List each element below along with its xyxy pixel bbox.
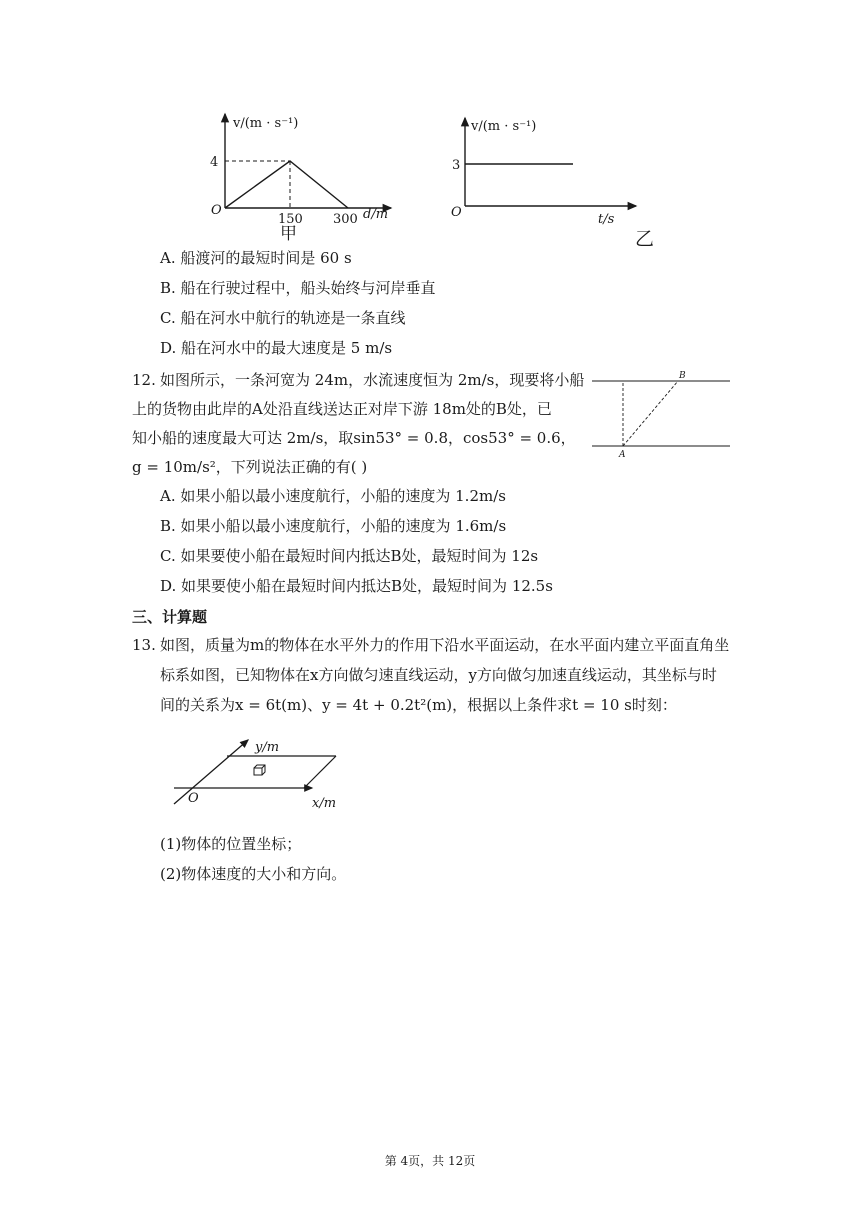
q13-number: 13. [132,636,156,654]
x-axis-label: x/m [312,796,337,811]
q12-option-b: B. 如果小船以最小速度航行，小船的速度为 1.6m/s [160,517,507,535]
q12-number: 12. [132,371,156,389]
q11-option-c: C. 船在河水中航行的轨迹是一条直线 [160,309,406,327]
q13-stem-line-1: 如图，质量为m的物体在水平外力的作用下沿水平面运动，在水平面内建立平面直角坐 [160,636,730,654]
q11-option-d: D. 船在河水中的最大速度是 5 m/s [160,339,393,357]
q11-option-b: B. 船在行驶过程中，船头始终与河岸垂直 [160,279,436,297]
q13-sub-2: (2)物体速度的大小和方向。 [160,865,347,883]
origin-label: O [188,791,199,806]
q12-stem-line-1: 如图所示，一条河宽为 24m，水流速度恒为 2m/s，现要将小船 [160,371,585,389]
x-axis-label: d/m [363,207,389,222]
velocity-line [225,161,348,208]
y-axis-label: v/(m · s⁻¹) [471,119,537,134]
q13-coordinate-figure [170,732,370,816]
q12-option-a: A. 如果小船以最小速度航行，小船的速度为 1.2m/s [160,487,506,505]
x-tick-150: 150 [278,212,303,227]
q12-option-c: C. 如果要使小船在最短时间内抵达B处，最短时间为 12s [160,547,539,565]
page-footer: 第 4页，共 12页 [384,1154,476,1168]
path-dash [623,381,678,446]
q12-stem-line-4: g = 10m/s²，下列说法正确的有( ) [132,458,368,476]
label-a: A [619,450,626,460]
origin-label: O [211,203,222,218]
y-axis-label: v/(m · s⁻¹) [233,116,299,131]
q12-stem-line-3: 知小船的速度最大可达 2m/s，取sin53° = 0.8，cos53° = 0.6， [132,429,576,447]
caption-yi: 乙 [635,228,655,248]
q13-stem-line-3: 间的关系为x = 6t(m)、y = 4t + 0.2t²(m)，根据以上条件求t = 10 s时刻： [160,696,677,714]
graph-jia [195,108,425,248]
label-b: B [679,371,686,381]
q13-stem-line-2: 标系如图，已知物体在x方向做匀速直线运动，y方向做匀加速直线运动，其坐标与时 [160,666,717,684]
y-tick-4: 4 [210,155,219,170]
section-title: 三、计算题 [132,608,208,626]
origin-label: O [451,205,462,220]
y-axis [174,740,248,804]
q11-option-a: A. 船渡河的最短时间是 60 s [160,249,352,267]
graph-yi [440,108,670,248]
q12-river-figure [590,366,735,460]
x-axis-label: t/s [598,212,615,227]
caption-jia: 甲 [280,224,297,244]
y-axis-label: y/m [255,740,280,755]
block-icon [254,765,265,775]
plane-right-edge [304,756,336,788]
q13-sub-1: (1)物体的位置坐标； [160,835,302,853]
q12-stem-line-2: 上的货物由此岸的A处沿直线送达正对岸下游 18m处的B处，已 [132,400,552,418]
x-tick-300: 300 [333,212,358,227]
y-tick-3: 3 [452,158,461,173]
q12-option-d: D. 如果要使小船在最短时间内抵达B处，最短时间为 12.5s [160,577,553,595]
